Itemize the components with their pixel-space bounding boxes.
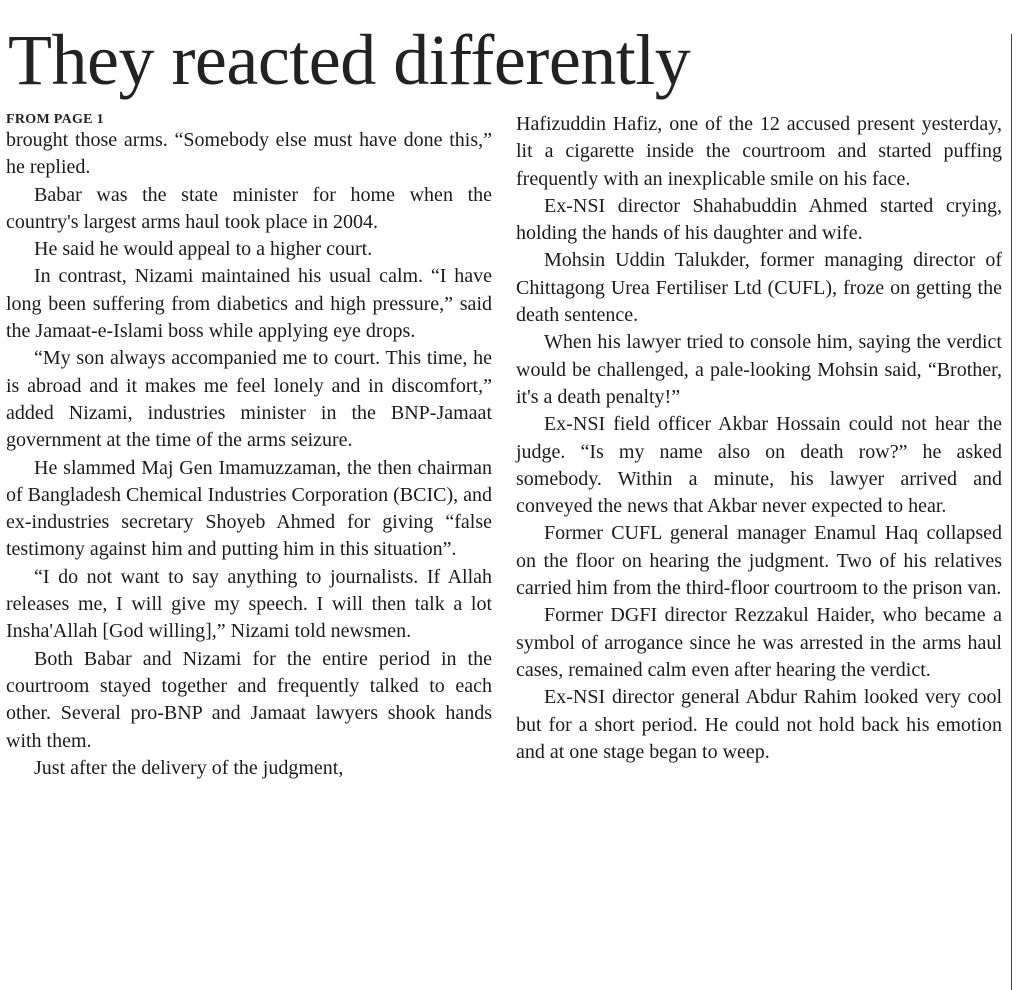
headline: They reacted differently: [8, 20, 691, 100]
paragraph: Both Babar and Nizami for the entire period in the courtroom stayed together and frequently talked to each other. Several pro-BNP and Jamaat lawyers shook hands with them.: [6, 647, 492, 752]
paragraph: He said he would appeal to a higher court.: [34, 238, 373, 261]
paragraph: Babar was the state minister for home when the country's largest arms haul took place in 2004.: [6, 183, 492, 233]
paragraph: Mohsin Uddin Talukder, former managing director of Chittagong Urea Fertiliser Ltd (CUFL), froze on getting the death sentence.: [516, 249, 1002, 327]
paragraph: He slammed Maj Gen Imamuzzaman, the then chairman of Bangladesh Chemical Industries Corporation (BCIC), and ex-industries secretary Shoyeb Ahmed for giving “false testimony against him and putting him in this situation”.: [6, 456, 493, 561]
column-left: [6, 110, 492, 782]
paragraph: Former DGFI director Rezzakul Haider, who became a symbol of arrogance since he was arrested in the arms haul cases, remained calm even after hearing the verdict.: [516, 604, 1002, 681]
jump-kicker: FROM PAGE 1: [6, 112, 104, 127]
paragraph: In contrast, Nizami maintained his usual calm. “I have long been suffering from diabetics and high pressure,” said the Jamaat-e-Islami boss while applying eye drops.: [6, 265, 492, 343]
column-right: [516, 111, 1002, 766]
paragraph: Ex-NSI director general Abdur Rahim looked very cool but for a short period. He could not hold back his emotion and at one stage began to weep.: [516, 686, 1002, 763]
paragraph: Ex-NSI field officer Akbar Hossain could not hear the judge. “Is my name also on death row?” he asked somebody. Within a minute, his lawyer arrived and conveyed the news that Akbar never expected to hear.: [516, 413, 1002, 518]
paragraph: Hafizuddin Hafiz, one of the 12 accused present yesterday, lit a cigarette inside the courtroom and started puffing frequently with an inexplicable smile on his face.: [516, 113, 1002, 190]
paragraph: brought those arms. “Somebody else must have done this,” he replied.: [6, 129, 492, 179]
paragraph: “I do not want to say anything to journalists. If Allah releases me, I will give my speech. I will then talk a lot Insha'Allah [God willing],” Nizami told newsmen.: [6, 565, 492, 643]
paragraph: Ex-NSI director Shahabuddin Ahmed started crying, holding the hands of his daughter and wife.: [516, 194, 1002, 245]
paragraph: “My son always accompanied me to court. This time, he is abroad and it makes me feel lonely and in discomfort,” added Nizami, industries minister in the BNP-Jamaat government at the time of the arms seizure.: [6, 347, 492, 452]
paragraph: When his lawyer tried to console him, saying the verdict would be challenged, a pale-looking Mohsin said, “Brother, it's a death penalty!”: [516, 331, 1002, 408]
column-rule: [1011, 34, 1012, 990]
paragraph: Just after the delivery of the judgment,: [34, 756, 344, 779]
paragraph: Former CUFL general manager Enamul Haq collapsed on the floor on hearing the judgment. Two of his relatives carried him from the third-floor courtroom to the prison van.: [516, 522, 1002, 600]
